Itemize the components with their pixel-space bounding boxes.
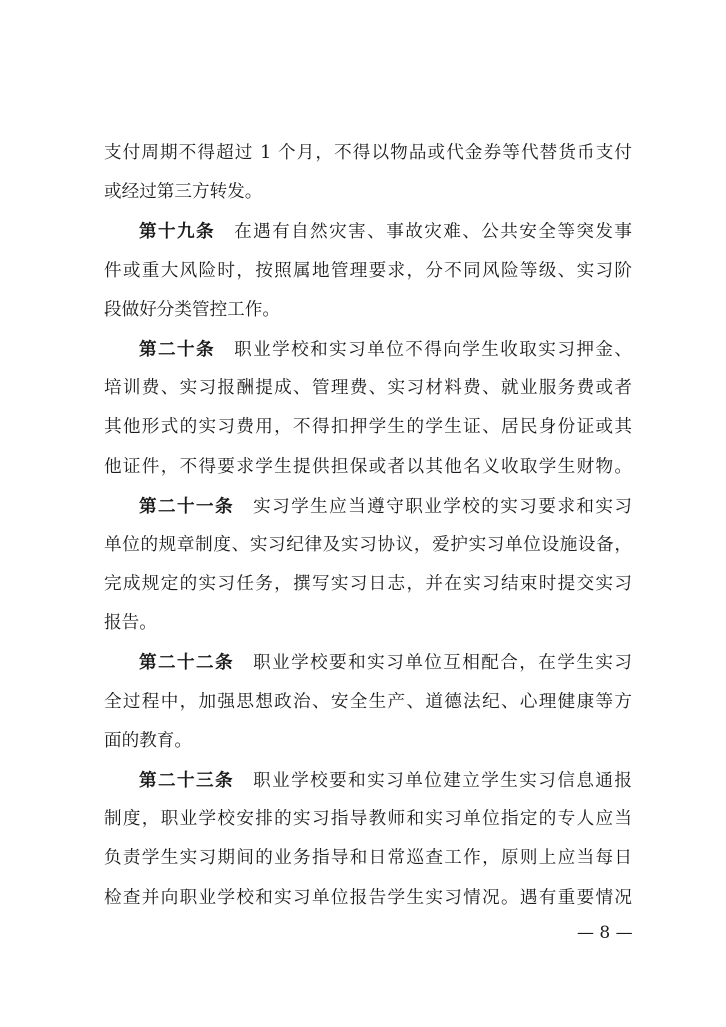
line-text: 他证件，不得要求学生提供担保或者以其他名义收取学生财物。 [104, 456, 632, 477]
text-line-4 [104, 252, 632, 291]
line-text: 其他形式的实习费用，不得扣押学生的学生证、居民身份证或其 [104, 417, 632, 438]
line-text: 支付周期不得超过 1 个月，不得以物品或代金券等代替货币支付 [104, 143, 632, 163]
line-text: 检查并向职业学校和实习单位报告学生实习情况。遇有重要情况 [104, 887, 632, 908]
text-line-5 [104, 291, 632, 330]
line-text: 完成规定的实习任务，撰写实习日志，并在实习结束时提交实习 [104, 574, 632, 595]
text-line-9 [104, 448, 632, 487]
article-number: 第二十条 [139, 338, 216, 360]
line-text: 职业学校要和实习单位建立学生实习信息通报 [253, 771, 632, 791]
text-line-12 [104, 565, 632, 604]
text-line-20 [104, 879, 632, 918]
article-number: 第十九条 [139, 221, 216, 243]
line-text: 面的教育。 [104, 730, 192, 751]
article-number: 第二十一条 [139, 495, 235, 517]
text-line-2 [104, 173, 632, 212]
text-line-10 [104, 487, 632, 526]
text-line-18 [104, 800, 632, 839]
text-line-3 [104, 212, 632, 251]
body-text [104, 134, 632, 918]
line-text: 制度，职业学校安排的实习指导教师和实习单位指定的专人应当 [104, 809, 632, 830]
line-text: 件或重大风险时，按照属地管理要求，分不同风险等级、实习阶 [104, 260, 632, 281]
line-text: 实习学生应当遵守职业学校的实习要求和实习 [253, 496, 632, 517]
line-text: 在遇有自然灾害、事故灾难、公共安全等突发事 [234, 222, 632, 243]
text-line-7 [104, 369, 632, 408]
page-number: — 8 — [577, 923, 633, 943]
text-line-15 [104, 683, 632, 722]
text-line-11 [104, 526, 632, 565]
line-text: 培训费、实习报酬提成、管理费、实习材料费、就业服务费或者 [104, 378, 632, 399]
line-text: 段做好分类管控工作。 [104, 299, 280, 320]
text-line-13 [104, 604, 632, 643]
article-number: 第二十二条 [139, 652, 235, 674]
text-line-14 [104, 643, 632, 682]
line-text: 单位的规章制度、实习纪律及实习协议，爱护实习单位设施设备， [104, 534, 632, 555]
article-number: 第二十三条 [139, 770, 235, 791]
line-text: 报告。 [104, 613, 157, 634]
text-line-19 [104, 839, 632, 878]
line-text: 全过程中，加强思想政治、安全生产、道德法纪、心理健康等方 [104, 691, 632, 712]
line-text: 职业学校要和实习单位互相配合，在学生实习 [253, 653, 632, 674]
line-text: 职业学校和实习单位不得向学生收取实习押金、 [234, 339, 632, 360]
text-line-16 [104, 722, 632, 761]
line-text: 或经过第三方转发。 [104, 182, 263, 203]
text-line-17 [104, 761, 632, 800]
text-line-6 [104, 330, 632, 369]
line-text: 负责学生实习期间的业务指导和日常巡查工作，原则上应当每日 [104, 848, 632, 869]
text-line-1 [104, 134, 632, 173]
text-line-8 [104, 408, 632, 447]
